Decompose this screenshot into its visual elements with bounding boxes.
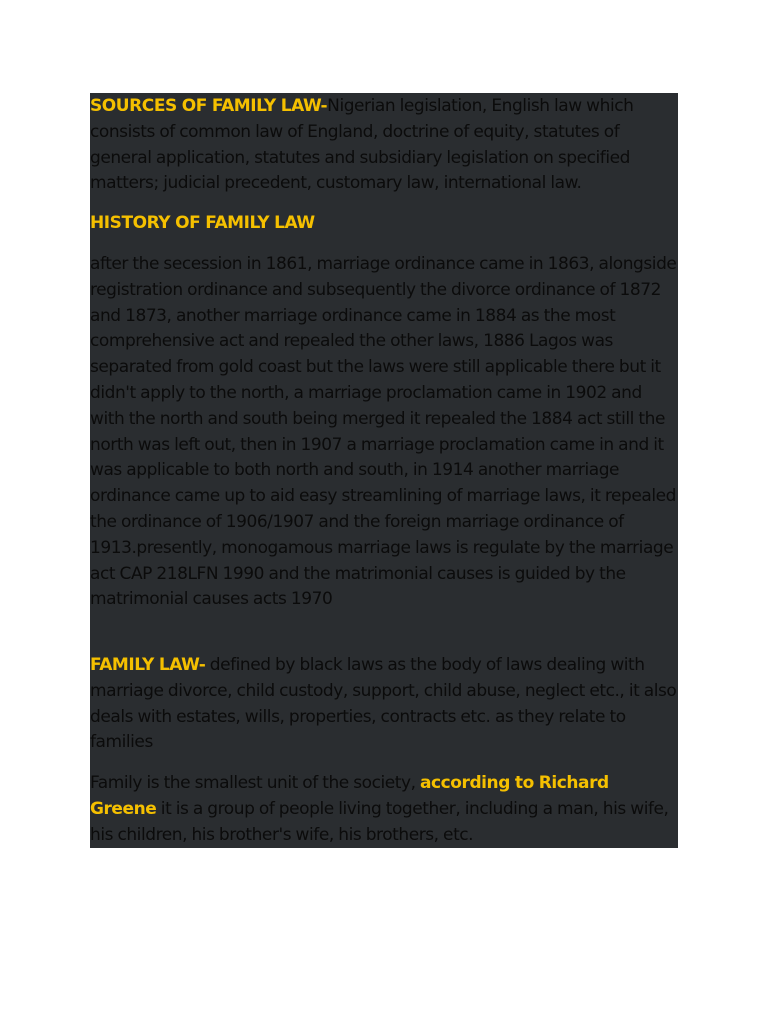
sources-heading: SOURCES OF FAMILY LAW- (90, 96, 328, 116)
family-intro: Family is the smallest unit of the society, (90, 773, 421, 793)
sources-paragraph (90, 94, 678, 197)
history-heading-paragraph (90, 211, 678, 237)
family-highlight: according to Richard Greene (90, 773, 609, 819)
family-paragraph (90, 771, 678, 848)
definition-heading: FAMILY LAW- (90, 655, 206, 675)
definition-body: defined by black laws as the body of laws dealing with marriage divorce, child custody, support, child abuse, neglect etc., it also deals with estates, wills, properties, contracts etc. as they relate to families (90, 655, 677, 753)
history-paragraph (90, 252, 678, 613)
dark-text-panel (90, 93, 678, 848)
history-body: after the secession in 1861, marriage ordinance came in 1863, alongside registration ordinance and subsequently the divorce ordinance of 1872 and 1873, another marriage ordinance came in 1884 as the most comprehensive act and repealed the other laws, 1886 Lagos was separated from gold coast but the laws were still applicable there but it didn't apply to the north, a marriage proclamation came in 1902 and with the north and south being merged it repealed the 1884 act still the north was left out, then in 1907 a marriage proclamation came in and it was applicable to both north and south, in 1914 another marriage ordinance came up to aid easy streamlining of marriage laws, it repealed the ordinance of 1906/1907 and the foreign marriage ordinance of 1913.presently, monogamous marriage laws is regulate by the marriage act CAP 218LFN 1990 and the matrimonial causes is guided by the matrimonial causes acts 1970 (90, 254, 677, 610)
history-heading: HISTORY OF FAMILY LAW (90, 213, 315, 233)
family-rest: it is a group of people living together, including a man, his wife, his children, his brother's wife, his brothers, etc. (90, 798, 669, 845)
sources-body: Nigerian legislation, English law which consists of common law of England, doctrine of equity, statutes of general application, statutes and subsidiary legislation on specified matters; judicial precedent, customary law, international law. (90, 96, 634, 194)
definition-paragraph (90, 653, 678, 756)
